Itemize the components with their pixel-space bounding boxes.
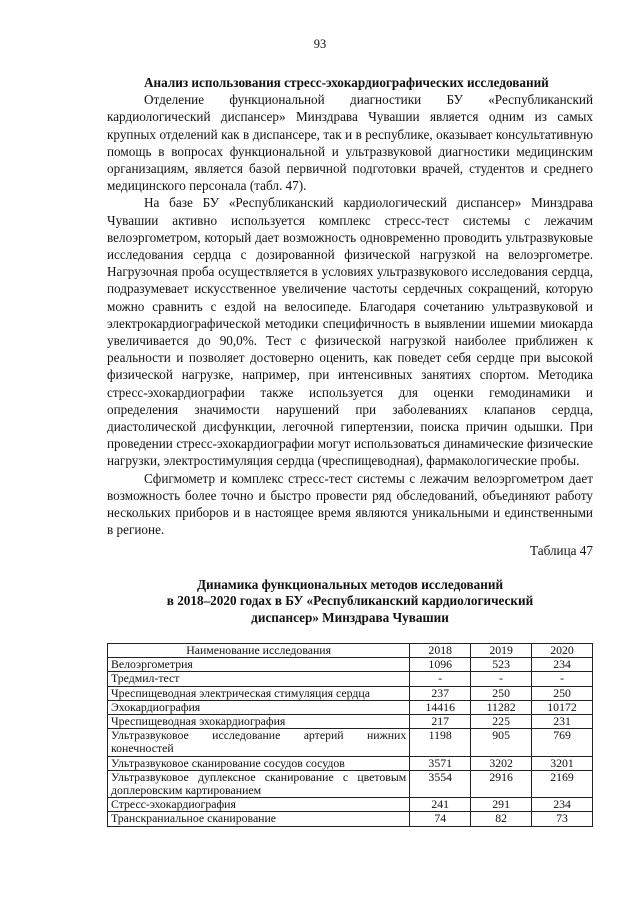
table-title-line: Динамика функциональных методов исследований bbox=[196, 577, 504, 592]
table-row bbox=[108, 756, 593, 770]
table-row bbox=[108, 770, 593, 797]
table-cell-value: 14416 bbox=[410, 700, 471, 714]
table-title bbox=[107, 577, 593, 626]
table-cell-value: 3571 bbox=[410, 756, 471, 770]
table-cell-value: 234 bbox=[532, 798, 593, 812]
table-row bbox=[108, 686, 593, 700]
table-title-line: в 2018–2020 годах в БУ «Республиканский кардиологический bbox=[166, 593, 534, 609]
table-cell-name: Стресс-эхокардиография bbox=[108, 798, 410, 812]
header-cell-name: Наименование исследования bbox=[108, 644, 410, 658]
table-cell-value: 2169 bbox=[532, 770, 593, 797]
table-title-line: диспансер» Минздрава Чувашии bbox=[251, 609, 449, 625]
table-cell-value: 231 bbox=[532, 715, 593, 729]
page-number: 93 bbox=[313, 37, 327, 51]
table-cell-value: - bbox=[532, 672, 593, 686]
table-cell-value: 1198 bbox=[410, 729, 471, 756]
table-label: Таблица 47 bbox=[530, 543, 593, 558]
table-cell-value: - bbox=[410, 672, 471, 686]
table-cell-value: 1096 bbox=[410, 658, 471, 672]
table-cell-value: 523 bbox=[471, 658, 532, 672]
table-cell-name: Ультразвуковое исследование артерий нижних конечностей bbox=[108, 729, 410, 756]
paragraph-intro: Отделение функциональной диагностики БУ «Республиканский кардиологический диспансер» Минздрава Чувашии является одним из самых крупных отделений как в диспансере, так и в республике, оказывает консультативную помощь в вопросах функциональной и ультразвуковой диагностики медицинским организациям, является базой первичной подготовки врачей, студентов и среднего медицинского персонала (табл. 47). bbox=[107, 92, 593, 194]
table-cell-value: 237 bbox=[410, 686, 471, 700]
table-cell-name: Транскраниальное сканирование bbox=[108, 812, 410, 826]
table-cell-name: Чреспищеводная эхокардиография bbox=[108, 715, 410, 729]
table-cell-value: 225 bbox=[471, 715, 532, 729]
table-cell-value: 3201 bbox=[532, 756, 593, 770]
table-header-row bbox=[108, 644, 593, 658]
table-row bbox=[108, 812, 593, 826]
table-cell-value: 250 bbox=[471, 686, 532, 700]
paragraph-stress-test: На базе БУ «Республиканский кардиологический диспансер» Минздрава Чувашии активно используется комплекс стресс-тест системы с лежачим велоэргометром, который дает возможность одновременно проводить ультразвуковые исследования сердца с дозированной физической нагрузкой на велоэргометре. Нагрузочная проба осуществляется в условиях ультразвукового исследования сердца, подразумевает искусственное увеличение частоты сердечных сокращений, которую можно сравнить с ездой на велосипеде. Благодаря сочетанию ультразвуковой и электрокардиографической методики специфичность в выявлении ишемии миокарда увеличивается до 90,0%. Тест с физической нагрузкой наиболее приближен к реальности и позволяет достоверно оценить, как поведет себя сердце при высокой физической нагрузке, например, при интенсивных занятиях спортом. Методика стресс-эхокардиографии также используется для оценки гемодинамики и определения значимости нарушений при заболеваниях клапанов сердца, диастолической дисфункции, легочной гипертензии, поиска причин одышки. При проведении стресс-эхокардиографии могут использоваться динамические физические нагрузки, электростимуляция сердца (чреспищеводная), фармакологические пробы. bbox=[107, 195, 593, 469]
table-cell-value: 10172 bbox=[532, 700, 593, 714]
table-cell-name: Ультразвуковое сканирование сосудов сосудов bbox=[108, 756, 410, 770]
table-cell-value: 291 bbox=[471, 798, 532, 812]
body-text bbox=[107, 74, 593, 538]
table-row bbox=[108, 672, 593, 686]
table-cell-value: 234 bbox=[532, 658, 593, 672]
table-row bbox=[108, 729, 593, 756]
section-heading: Анализ использования стресс-эхокардиографических исследований bbox=[144, 75, 549, 90]
table-cell-value: - bbox=[471, 672, 532, 686]
table-body bbox=[108, 658, 593, 826]
header-cell-2019: 2019 bbox=[471, 644, 532, 658]
table-cell-name: Эхокардиография bbox=[108, 700, 410, 714]
table-cell-value: 2916 bbox=[471, 770, 532, 797]
header-cell-2020: 2020 bbox=[532, 644, 593, 658]
table-cell-value: 250 bbox=[532, 686, 593, 700]
table-row bbox=[108, 700, 593, 714]
table-cell-name: Чреспищеводная электрическая стимуляция сердца bbox=[108, 686, 410, 700]
table-cell-value: 82 bbox=[471, 812, 532, 826]
header-cell-2018: 2018 bbox=[410, 644, 471, 658]
table-cell-value: 3202 bbox=[471, 756, 532, 770]
methods-table bbox=[107, 643, 593, 827]
table-cell-value: 11282 bbox=[471, 700, 532, 714]
table-cell-value: 241 bbox=[410, 798, 471, 812]
table-cell-name: Велоэргометрия bbox=[108, 658, 410, 672]
table-cell-name: Ультразвуковое дуплексное сканирование с цветовым доплеровским картированием bbox=[108, 770, 410, 797]
table-cell-value: 905 bbox=[471, 729, 532, 756]
table-cell-name: Тредмил-тест bbox=[108, 672, 410, 686]
paragraph-sphygmometer: Сфигмометр и комплекс стресс-тест системы с лежачим велоэргометром дает возможность более точно и быстро провести ряд обследований, объединяют работу нескольких приборов и в настоящее время являются уникальными и единственными в регионе. bbox=[107, 470, 593, 538]
table-cell-value: 217 bbox=[410, 715, 471, 729]
table-row bbox=[108, 798, 593, 812]
table-cell-value: 3554 bbox=[410, 770, 471, 797]
table-cell-value: 74 bbox=[410, 812, 471, 826]
table-row bbox=[108, 715, 593, 729]
table-cell-value: 769 bbox=[532, 729, 593, 756]
table-row bbox=[108, 658, 593, 672]
table-cell-value: 73 bbox=[532, 812, 593, 826]
